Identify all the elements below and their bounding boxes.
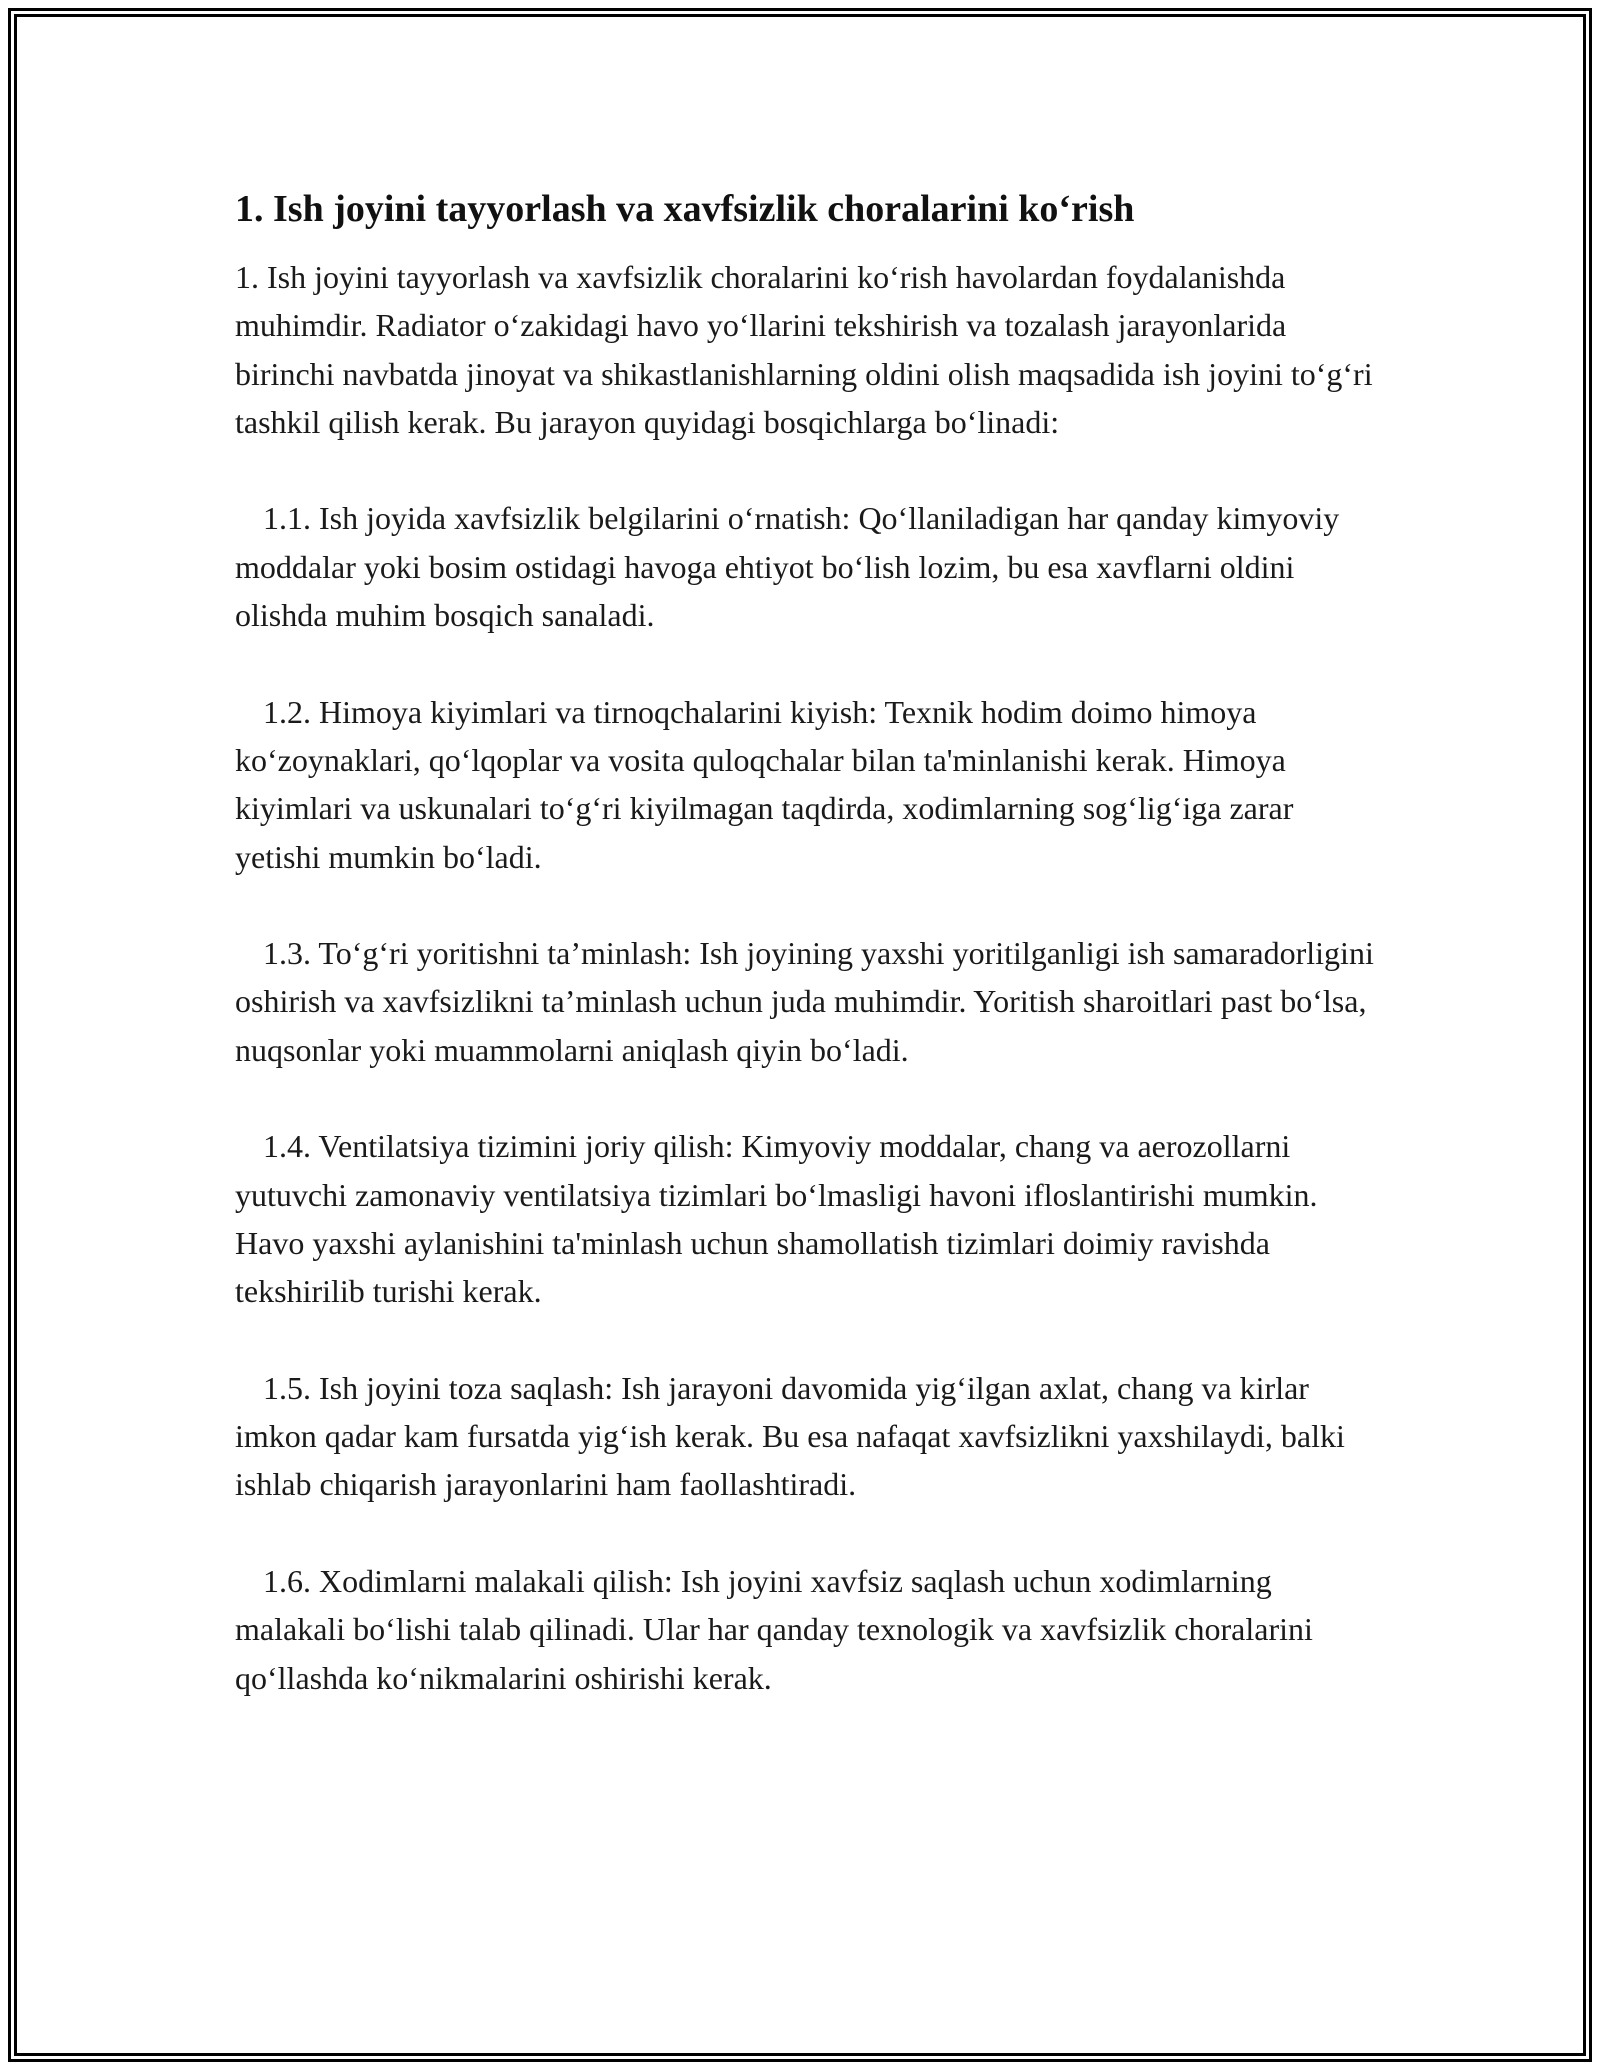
intro-paragraph: 1. Ish joyini tayyorlash va xavfsizlik choralarini ko‘rish havolardan foydalanishda muhimdir. Radiator o‘zakidagi havo yo‘llarini tekshirish va tozalash jarayonlarida birinchi navbatda jinoyat va shikastlanishlarning oldini olish maqsadida ish joyini to‘g‘ri tashkil qilish kerak. Bu jarayon quyidagi bosqichlarga bo‘linadi: — [235, 259, 1373, 440]
list-item-1-1: 1.1. Ish joyida xavfsizlik belgilarini o‘rnatish: Qo‘llaniladigan har qanday kimyoviy moddalar yoki bosim ostidagi havoga ehtiyot bo‘lish lozim, bu esa xavflarni oldini olishda muhim bosqich sanaladi. — [235, 500, 1340, 634]
section-heading: 1. Ish joyini tayyorlash va xavfsizlik choralarini ko‘rish — [235, 188, 1135, 230]
list-item-1-3: 1.3. To‘g‘ri yoritishni ta’minlash: Ish joyining yaxshi yoritilganligi ish samaradorligini oshirish va xavfsizlikni ta’minlash uchun juda muhimdir. Yoritish sharoitlari past bo‘lsa, nuqsonlar yoki muammolarni aniqlash qiyin bo‘ladi. — [235, 935, 1374, 1068]
list-item-1-5: 1.5. Ish joyini toza saqlash: Ish jarayoni davomida yig‘ilgan axlat, chang va kirlar imkon qadar kam fursatda yig‘ish kerak. Bu esa nafaqat xavfsizlikni yaxshilaydi, balki ishlab chiqarish jarayonlarini ham faollashtiradi. — [235, 1369, 1345, 1503]
list-item-1-2: 1.2. Himoya kiyimlari va tirnoqchalarini kiyish: Texnik hodim doimo himoya ko‘zoynaklari, qo‘lqoplar va vosita quloqchalar bilan ta'minlanishi kerak. Himoya kiyimlari va uskunalari to‘g‘ri kiyilmagan taqdirda, xodimlarning sog‘lig‘iga zarar yetishi mumkin bo‘ladi. — [235, 693, 1294, 875]
document-body — [235, 185, 1385, 1702]
list-item-1-4: 1.4. Ventilatsiya tizimini joriy qilish: Kimyoviy moddalar, chang va aerozollarni yutuvchi zamonaviy ventilatsiya tizimlari bo‘lmasligi havoni ifloslantirishi mumkin. Havo yaxshi aylanishini ta'minlash uchun shamollatish tizimlari doimiy ravishda tekshirilib turishi kerak. — [235, 1128, 1318, 1310]
list-item-1-6: 1.6. Xodimlarni malakali qilish: Ish joyini xavfsiz saqlash uchun xodimlarning malakali bo‘lishi talab qilinadi. Ular har qanday texnologik va xavfsizlik choralarini qo‘llashda ko‘nikmalarini oshirishi kerak. — [235, 1563, 1313, 1696]
